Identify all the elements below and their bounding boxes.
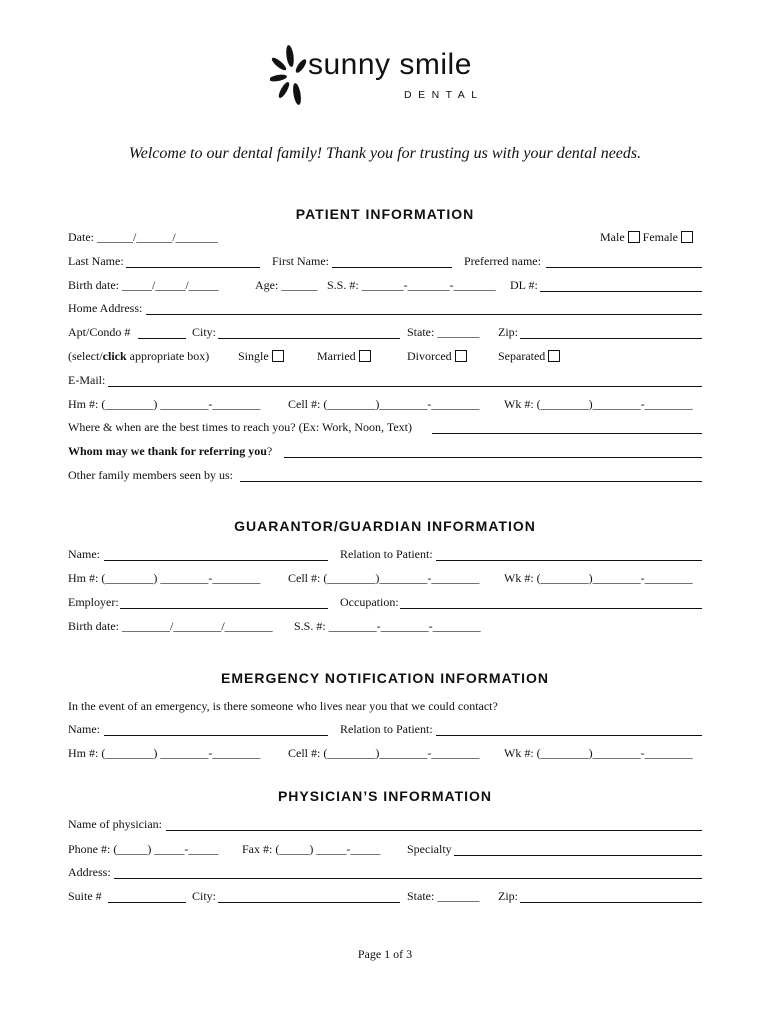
physician-section-title: PHYSICIAN’S INFORMATION xyxy=(277,788,493,804)
female-label: Female xyxy=(642,230,678,244)
emergency-name-field[interactable] xyxy=(104,735,328,736)
physician-zip-field[interactable] xyxy=(520,902,702,903)
patient-cell-phone[interactable]: Cell #: (________)________-________ xyxy=(288,397,480,411)
name-row xyxy=(68,253,702,269)
physician-suite-row xyxy=(68,888,702,904)
specialty-field[interactable] xyxy=(454,855,702,856)
patient-home-phone[interactable]: Hm #: (________) ________-________ xyxy=(68,397,261,411)
guarantor-relation-field[interactable] xyxy=(436,560,702,561)
physician-state-field[interactable]: State: _______ xyxy=(407,889,480,903)
last-name-field[interactable] xyxy=(126,267,260,268)
logo-subtitle: DENTAL xyxy=(404,89,484,101)
state-field[interactable]: State: _______ xyxy=(407,325,480,339)
emergency-home-phone[interactable]: Hm #: (________) ________-________ xyxy=(68,746,261,760)
male-checkbox[interactable] xyxy=(628,231,640,243)
home-address-field[interactable] xyxy=(146,314,702,315)
referral-row xyxy=(68,443,702,459)
dl-field[interactable] xyxy=(540,291,702,292)
patient-section-title: PATIENT INFORMATION xyxy=(295,206,475,222)
guarantor-birth-row xyxy=(68,618,702,634)
emergency-relation-field[interactable] xyxy=(436,735,702,736)
first-name-label: First Name: xyxy=(272,254,329,268)
apt-condo-label: Apt/Condo # xyxy=(68,325,131,339)
guarantor-name-row xyxy=(68,546,702,562)
physician-zip-label: Zip: xyxy=(498,889,518,903)
occupation-label: Occupation: xyxy=(340,595,399,609)
city-label: City: xyxy=(192,325,217,339)
physician-address-field[interactable] xyxy=(114,878,702,879)
separated-checkbox[interactable] xyxy=(548,350,560,362)
marital-row xyxy=(68,348,702,364)
suite-label: Suite # xyxy=(68,889,102,903)
guarantor-name-field[interactable] xyxy=(104,560,328,561)
patient-phone-row xyxy=(68,396,702,412)
married-option: Married xyxy=(317,348,371,364)
employer-label: Employer: xyxy=(68,595,119,609)
ss-field[interactable]: S.S. #: _______-_______-_______ xyxy=(327,278,496,292)
married-checkbox[interactable] xyxy=(359,350,371,362)
emergency-cell-phone[interactable]: Cell #: (________)________-________ xyxy=(288,746,480,760)
guarantor-section-title: GUARANTOR/GUARDIAN INFORMATION xyxy=(234,518,536,534)
referral-label: Whom may we thank for referring you? xyxy=(68,444,273,458)
flower-icon xyxy=(270,44,310,108)
separated-option: Separated xyxy=(498,348,560,364)
guarantor-name-label: Name: xyxy=(68,547,100,561)
employer-field[interactable] xyxy=(120,608,328,609)
occupation-field[interactable] xyxy=(400,608,702,609)
age-field[interactable]: Age: ______ xyxy=(255,278,318,292)
best-times-field[interactable] xyxy=(432,433,702,434)
physician-name-label: Name of physician: xyxy=(68,817,162,831)
emergency-section-title: EMERGENCY NOTIFICATION INFORMATION xyxy=(221,670,549,686)
physician-name-row xyxy=(68,816,702,832)
preferred-name-field[interactable] xyxy=(546,267,702,268)
date-row xyxy=(68,229,702,245)
email-field[interactable] xyxy=(108,386,702,387)
guarantor-home-phone[interactable]: Hm #: (________) ________-________ xyxy=(68,571,261,585)
date-field[interactable]: Date: ______/______/_______ xyxy=(68,230,218,244)
physician-address-label: Address: xyxy=(68,865,111,879)
male-label: Male xyxy=(600,230,625,244)
birth-row xyxy=(68,277,702,293)
emergency-work-phone[interactable]: Wk #: (________)________-________ xyxy=(504,746,693,760)
patient-work-phone[interactable]: Wk #: (________)________-________ xyxy=(504,397,693,411)
email-row xyxy=(68,372,702,388)
single-option: Single xyxy=(238,348,284,364)
welcome-message: Welcome to our dental family! Thank you for trusting us with your dental needs. xyxy=(128,145,642,162)
single-checkbox[interactable] xyxy=(272,350,284,362)
referral-field[interactable] xyxy=(284,457,702,458)
emergency-phone-row xyxy=(68,745,702,761)
other-family-label: Other family members seen by us: xyxy=(68,468,233,482)
home-address-row xyxy=(68,300,702,316)
other-family-field[interactable] xyxy=(240,481,702,482)
suite-field[interactable] xyxy=(108,902,186,903)
email-label: E-Mail: xyxy=(68,373,106,387)
page-number: Page 1 of 3 xyxy=(357,947,413,961)
birth-date-field[interactable]: Birth date: _____/_____/_____ xyxy=(68,278,219,292)
other-family-row xyxy=(68,467,702,483)
physician-name-field[interactable] xyxy=(166,830,702,831)
emergency-name-label: Name: xyxy=(68,722,100,736)
zip-label: Zip: xyxy=(498,325,518,339)
female-checkbox[interactable] xyxy=(681,231,693,243)
first-name-field[interactable] xyxy=(332,267,452,268)
physician-phone-row xyxy=(68,841,702,857)
guarantor-work-phone[interactable]: Wk #: (________)________-________ xyxy=(504,571,693,585)
logo-brand: sunny smile xyxy=(308,48,472,81)
logo xyxy=(270,44,510,108)
guarantor-employer-row xyxy=(68,594,702,610)
physician-phone[interactable]: Phone #: (_____) _____-_____ xyxy=(68,842,219,856)
guarantor-ss[interactable]: S.S. #: ________-________-________ xyxy=(294,619,481,633)
emergency-relation-label: Relation to Patient: xyxy=(340,722,433,736)
city-field[interactable] xyxy=(218,338,400,339)
guarantor-phone-row xyxy=(68,570,702,586)
preferred-name-label: Preferred name: xyxy=(464,254,541,268)
guarantor-cell-phone[interactable]: Cell #: (________)________-________ xyxy=(288,571,480,585)
dl-label: DL #: xyxy=(510,278,538,292)
physician-address-row xyxy=(68,864,702,880)
guarantor-relation-label: Relation to Patient: xyxy=(340,547,433,561)
physician-city-field[interactable] xyxy=(218,902,400,903)
emergency-intro: In the event of an emergency, is there someone who lives near you that we could contact? xyxy=(68,699,498,713)
apt-row xyxy=(68,324,702,340)
home-address-label: Home Address: xyxy=(68,301,143,315)
guarantor-birth-date[interactable]: Birth date: ________/________/________ xyxy=(68,619,273,633)
best-times-row xyxy=(68,419,702,435)
divorced-option: Divorced xyxy=(407,348,467,364)
emergency-intro-row xyxy=(68,698,702,714)
emergency-name-row xyxy=(68,721,702,737)
gender-group xyxy=(600,229,693,245)
zip-field[interactable] xyxy=(520,338,702,339)
divorced-checkbox[interactable] xyxy=(455,350,467,362)
physician-city-label: City: xyxy=(192,889,217,903)
apt-condo-field[interactable] xyxy=(138,338,186,339)
marital-instruction: (select/click appropriate box) xyxy=(68,349,210,363)
best-times-label: Where & when are the best times to reach you? (Ex: Work, Noon, Text) xyxy=(68,420,412,434)
specialty-label: Specialty xyxy=(407,842,452,856)
last-name-label: Last Name: xyxy=(68,254,124,268)
physician-fax[interactable]: Fax #: (_____) _____-_____ xyxy=(242,842,381,856)
